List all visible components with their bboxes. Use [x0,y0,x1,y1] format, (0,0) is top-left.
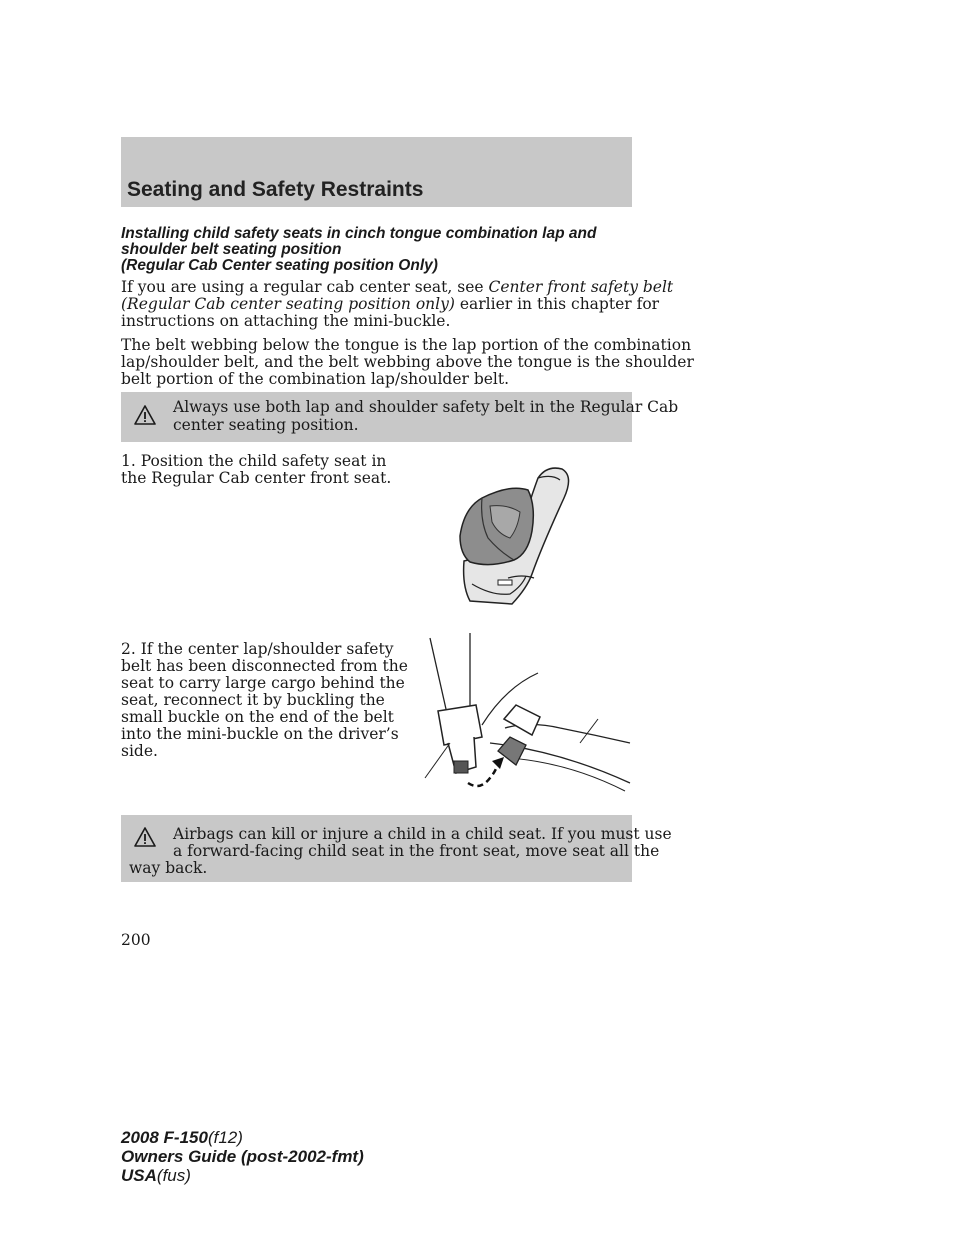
footer-guide: Owners Guide (post-2002-fmt) [121,1147,364,1166]
paragraph-text: The belt webbing below the tongue is the lap portion of the combination [121,336,692,354]
warning-triangle-icon [134,827,156,847]
subheading-line: shoulder belt seating position [121,241,342,258]
warning-text: a forward-facing child seat in the front seat, move seat all the [173,842,660,860]
subheading-line: (Regular Cab Center seating position Only) [121,257,438,274]
section-title: Seating and Safety Restraints [127,178,424,201]
intro-paragraph [121,278,674,330]
footer-model-code: (f12) [207,1128,243,1147]
warning-box [121,392,679,442]
warning-text: Always use both lap and shoulder safety belt in the Regular Cab [173,398,679,416]
document-footer [121,1128,364,1185]
step-text: seat to carry large cargo behind the [121,674,405,692]
subheading-line: Installing child safety seats in cinch tongue combination lap and [121,225,597,242]
step-1 [121,453,391,487]
step-text: 2. If the center lap/shoulder safety [121,640,394,658]
paragraph-text: If you are using a regular cab center seat, see [121,278,489,296]
step-text: the Regular Cab center front seat. [121,469,392,487]
belt-description-paragraph [121,336,694,388]
warning-triangle-icon [134,405,156,425]
footer-market: USA [121,1166,157,1185]
step-2 [121,641,408,760]
page-number: 200 [121,931,151,949]
paragraph-text: lap/shoulder belt, and the belt webbing above the tongue is the shoulder [121,353,694,371]
warning-text: way back. [129,859,208,877]
cross-reference: (Regular Cab center seating position only) [121,295,455,313]
child-seat-illustration [452,466,582,608]
footer-model: 2008 F-150 [121,1128,208,1147]
warning-text: Airbags can kill or injure a child in a child seat. If you must use [173,825,672,843]
step-text: small buckle on the end of the belt [121,708,394,726]
paragraph-text: belt portion of the combination lap/shoulder belt. [121,370,510,388]
paragraph-text: instructions on attaching the mini-buckle. [121,312,451,330]
step-text: 1. Position the child safety seat in [121,452,387,470]
step-text: side. [121,742,158,760]
step-text: into the mini-buckle on the driver’s [121,725,399,743]
warning-box [121,815,672,882]
warning-text: center seating position. [173,416,359,434]
step-text: belt has been disconnected from the [121,657,408,675]
cross-reference: Center front safety belt [488,278,674,296]
step-text: seat, reconnect it by buckling the [121,691,385,709]
footer-market-code: (fus) [156,1166,191,1185]
subheading [121,226,631,274]
mini-buckle-illustration [420,633,635,795]
paragraph-text: earlier in this chapter for [454,295,660,313]
